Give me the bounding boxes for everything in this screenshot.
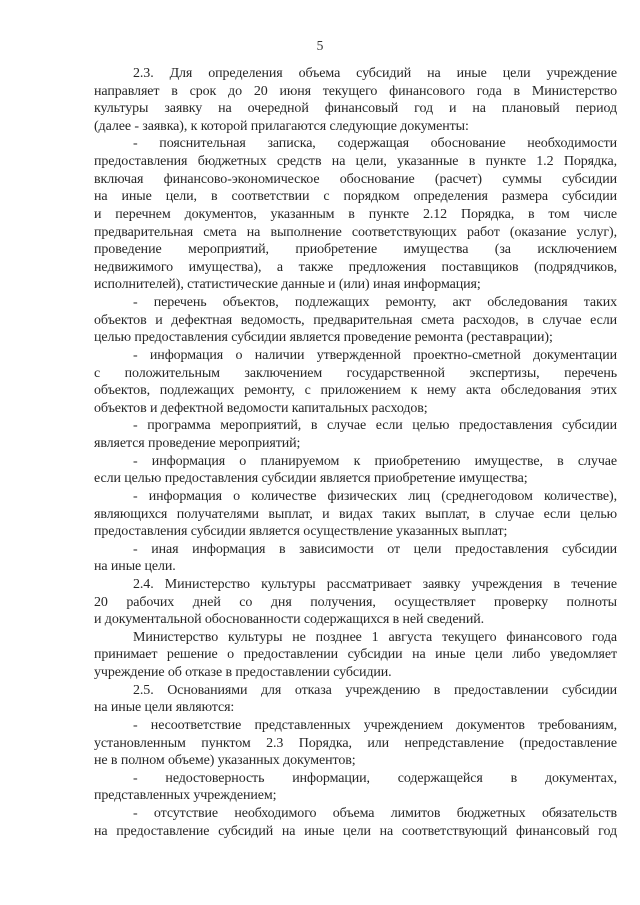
text-line: 20 рабочих дней со дня получения, осуществляет проверку полноты — [94, 594, 617, 610]
text-line: если целью предоставления субсидии является приобретение имущества; — [94, 471, 528, 487]
text-line: - информация о планируемом к приобретению имуществе, в случае — [133, 453, 617, 469]
text-line: недвижимого имущества), а также предложения поставщиков (подрядчиков, — [94, 259, 617, 275]
text-line: и документальной обоснованности содержащихся в ней сведений. — [94, 612, 485, 628]
paragraph-2-4-line: 2.4. Министерство культуры рассматривает заявку учреждения в течение — [133, 576, 617, 592]
text-line: - отсутствие необходимого объема лимитов бюджетных обязательств — [133, 806, 617, 822]
text-line: представленных учреждением; — [94, 788, 277, 804]
text-line: предоставления субсидии является осуществление указанных выплат; — [94, 524, 508, 540]
text-line: (далее - заявка), к которой прилагаются следующие документы: — [94, 118, 469, 134]
text-line: включая финансово-экономическое обоснование (расчет) суммы субсидии — [94, 171, 617, 187]
text-line: - недостоверность информации, содержащейся в документах, — [133, 770, 617, 786]
text-line: и перечнем документов, указанным в пункте 2.12 Порядка, в том числе — [94, 206, 617, 222]
text-line: объектов и дефектная ведомость, предварительная смета расходов, в случае если — [94, 312, 617, 328]
text-line: - перечень объектов, подлежащих ремонту, акт обследования таких — [133, 295, 617, 311]
paragraph-2-3-line: 2.3. Для определения объема субсидий на иные цели учреждение — [133, 66, 617, 81]
text-line: - иная информация в зависимости от цели предоставления субсидии — [133, 541, 617, 557]
text-line: - программа мероприятий, в случае если целью предоставления субсидии — [133, 418, 617, 434]
text-line: культуры заявку на очередной финансовый год и на плановый период — [94, 101, 617, 117]
text-line: объектов, подлежащих ремонту, с приложением к нему акта обследования этих — [94, 383, 617, 399]
text-line: исполнителей), статистические данные и (или) иная информация; — [94, 277, 481, 293]
text-line: предварительная смета на выполнение соответствующих работ (оказание услуг), — [94, 224, 617, 240]
text-line: учреждение об отказе в предоставлении субсидии. — [94, 665, 392, 681]
text-line: целью предоставления субсидии является проведение ремонта (реставрации); — [94, 330, 553, 346]
text-line: - информация о наличии утвержденной проектно-сметной документации — [133, 347, 617, 363]
text-line: на иные цели. — [94, 559, 176, 575]
text-line: является проведение мероприятий; — [94, 436, 301, 452]
page-number: 5 — [316, 38, 324, 53]
text-line: объектов и дефектной ведомости капитальных расходов; — [94, 400, 428, 416]
text-line: предоставления бюджетных средств на цели, указанные в пункте 1.2 Порядка, — [94, 154, 617, 170]
text-line: - информация о количестве физических лиц (среднегодовом количестве), — [133, 488, 617, 504]
text-line: установленным пунктом 2.3 Порядка, или непредставление (предоставление — [94, 735, 617, 751]
text-line: являющихся получателями выплат, и видах таких выплат, в случае если целью — [94, 506, 617, 522]
paragraph-ministry-decision-line: Министерство культуры не позднее 1 августа текущего финансового года — [133, 629, 617, 645]
paragraph-2-5-line: 2.5. Основаниями для отказа учреждению в предоставлении субсидии — [133, 682, 617, 698]
text-line: на предоставление субсидий на иные цели на соответствующий финансовый год — [94, 823, 617, 839]
text-line: направляет в срок до 20 июня текущего финансового года в Министерство — [94, 83, 617, 99]
text-line: не в полном объеме) указанных документов; — [94, 753, 356, 769]
text-line: с положительным заключением государственной экспертизы, перечень — [94, 365, 617, 381]
text-line: на иные цели, в соответствии с порядком определения размера субсидии — [94, 189, 617, 205]
text-line: - пояснительная записка, содержащая обоснование необходимости — [133, 136, 617, 152]
text-line: - несоответствие представленных учреждением документов требованиям, — [133, 717, 617, 733]
text-line: проведение мероприятий, приобретение имущества (за исключением — [94, 242, 617, 258]
text-line: принимает решение о предоставлении субсидии на иные цели либо уведомляет — [94, 647, 617, 663]
text-line: на иные цели являются: — [94, 700, 235, 716]
